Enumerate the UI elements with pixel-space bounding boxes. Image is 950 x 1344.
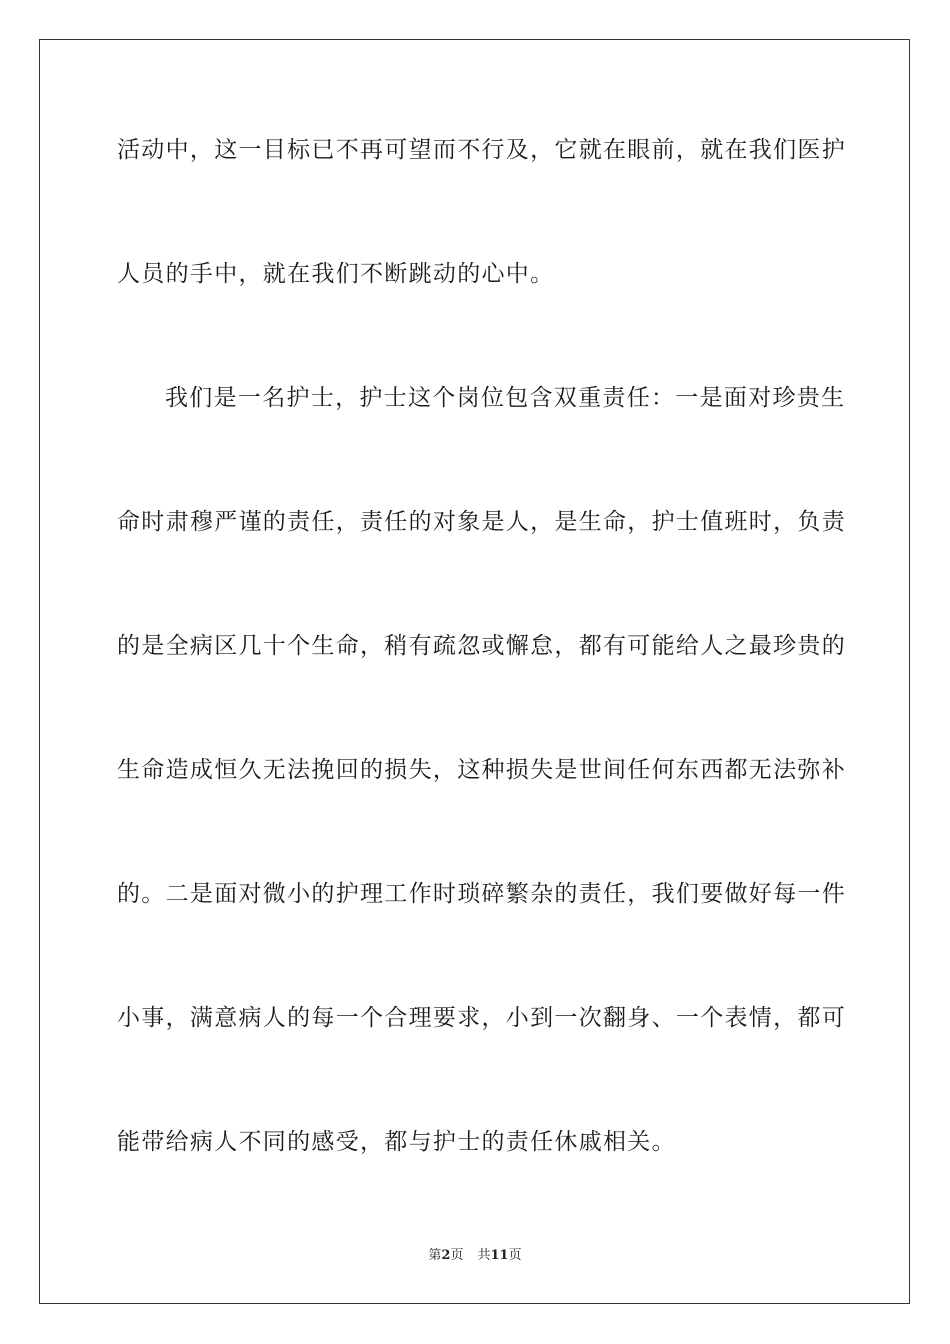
- text-line-9: 能带给病人不同的感受，都与护士的责任休戚相关。: [117, 1129, 676, 1155]
- text-line-2: 人员的手中，就在我们不断跳动的心中。: [117, 261, 555, 287]
- text-line-4: 命时肃穆严谨的责任，责任的对象是人，是生命，护士值班时，负责: [117, 509, 846, 535]
- text-line-3: 我们是一名护士，护士这个岗位包含双重责任：一是面对珍贵生: [165, 385, 846, 411]
- page-suffix: 页: [450, 1248, 464, 1263]
- text-line-8: 小事，满意病人的每一个合理要求，小到一次翻身、一个表情，都可: [117, 1005, 846, 1031]
- total-suffix: 页: [508, 1248, 522, 1263]
- text-line-5: 的是全病区几十个生命，稍有疏忽或懈怠，都有可能给人之最珍贵的: [117, 633, 846, 659]
- total-pages: 11: [490, 1248, 509, 1263]
- page-number: 2: [441, 1248, 451, 1263]
- page-footer: [0, 1247, 950, 1265]
- total-prefix: 共: [477, 1248, 491, 1263]
- page-border: [39, 39, 910, 1304]
- text-line-1: 活动中，这一目标已不再可望而不行及，它就在眼前，就在我们医护: [117, 137, 846, 163]
- text-line-6: 生命造成恒久无法挽回的损失，这种损失是世间任何东西都无法弥补: [117, 757, 846, 783]
- text-line-7: 的。二是面对微小的护理工作时琐碎繁杂的责任，我们要做好每一件: [117, 881, 846, 907]
- page-prefix: 第: [428, 1248, 442, 1263]
